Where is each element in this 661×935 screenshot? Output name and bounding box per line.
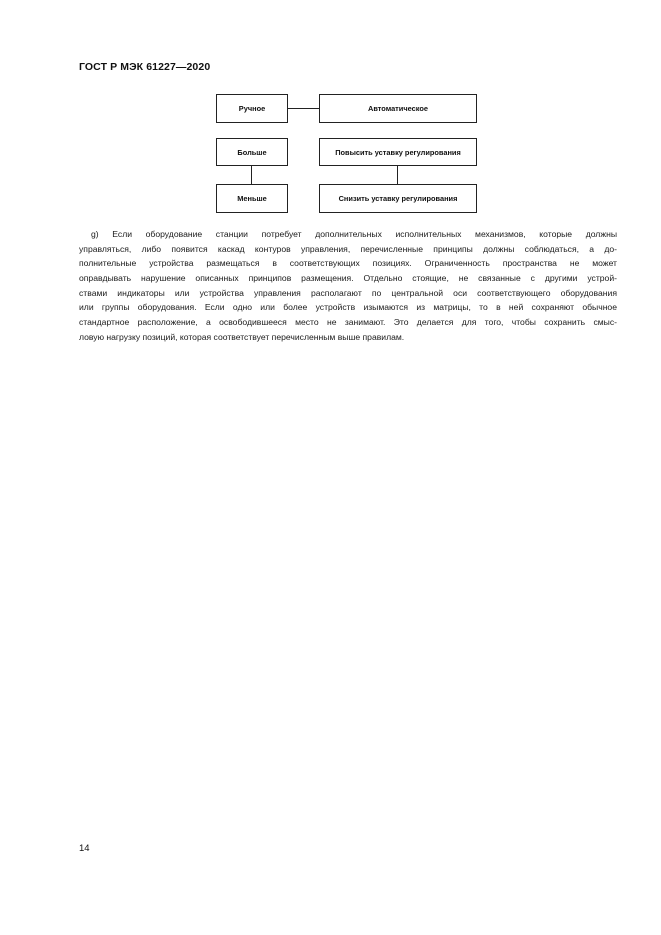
box-lower-setpoint: Снизить уставку регулирования (319, 184, 477, 213)
page-number: 14 (79, 843, 90, 854)
paragraph-line: полнительные устройства размещаться в соответствующих позициях. Ограниченность пространства не может (79, 258, 617, 269)
paragraph-g (79, 227, 617, 344)
paragraph-line: ловую нагрузку позиций, которая соответствует перечисленным выше правилам. (79, 331, 405, 342)
connector-more-less (251, 166, 252, 184)
paragraph-line: управляться, либо появится каскад контуров управления, перечисленные принципы должны соблюдаться, а до- (79, 243, 617, 254)
box-less: Меньше (216, 184, 288, 213)
box-manual: Ручное (216, 94, 288, 123)
paragraph-line: ствами индикаторы или устройства управления располагают по центральной оси соответствующего оборудования (79, 287, 617, 298)
box-more: Больше (216, 138, 288, 166)
control-mode-diagram (0, 0, 661, 230)
document-header: ГОСТ Р МЭК 61227—2020 (79, 61, 211, 73)
paragraph-line: оправдывать нарушение описанных принципов размещения. Отдельно стоящие, не связанные с другими устрой- (79, 272, 617, 283)
paragraph-line: g) Если оборудование станции потребует дополнительных исполнительных механизмов, которые должны (91, 229, 617, 239)
paragraph-line: или группы оборудования. Если одно или более устройств изымаются из матрицы, то в ней сохраняют обычное (79, 302, 617, 313)
paragraph-line: стандартное расположение, а освободившееся место не занимают. Это делается для того, чтобы сохранить смыс- (79, 316, 617, 327)
box-raise-setpoint: Повысить уставку регулирования (319, 138, 477, 166)
connector-raise-lower (397, 166, 398, 184)
connector-manual-automatic (288, 108, 319, 109)
box-automatic: Автоматическое (319, 94, 477, 123)
